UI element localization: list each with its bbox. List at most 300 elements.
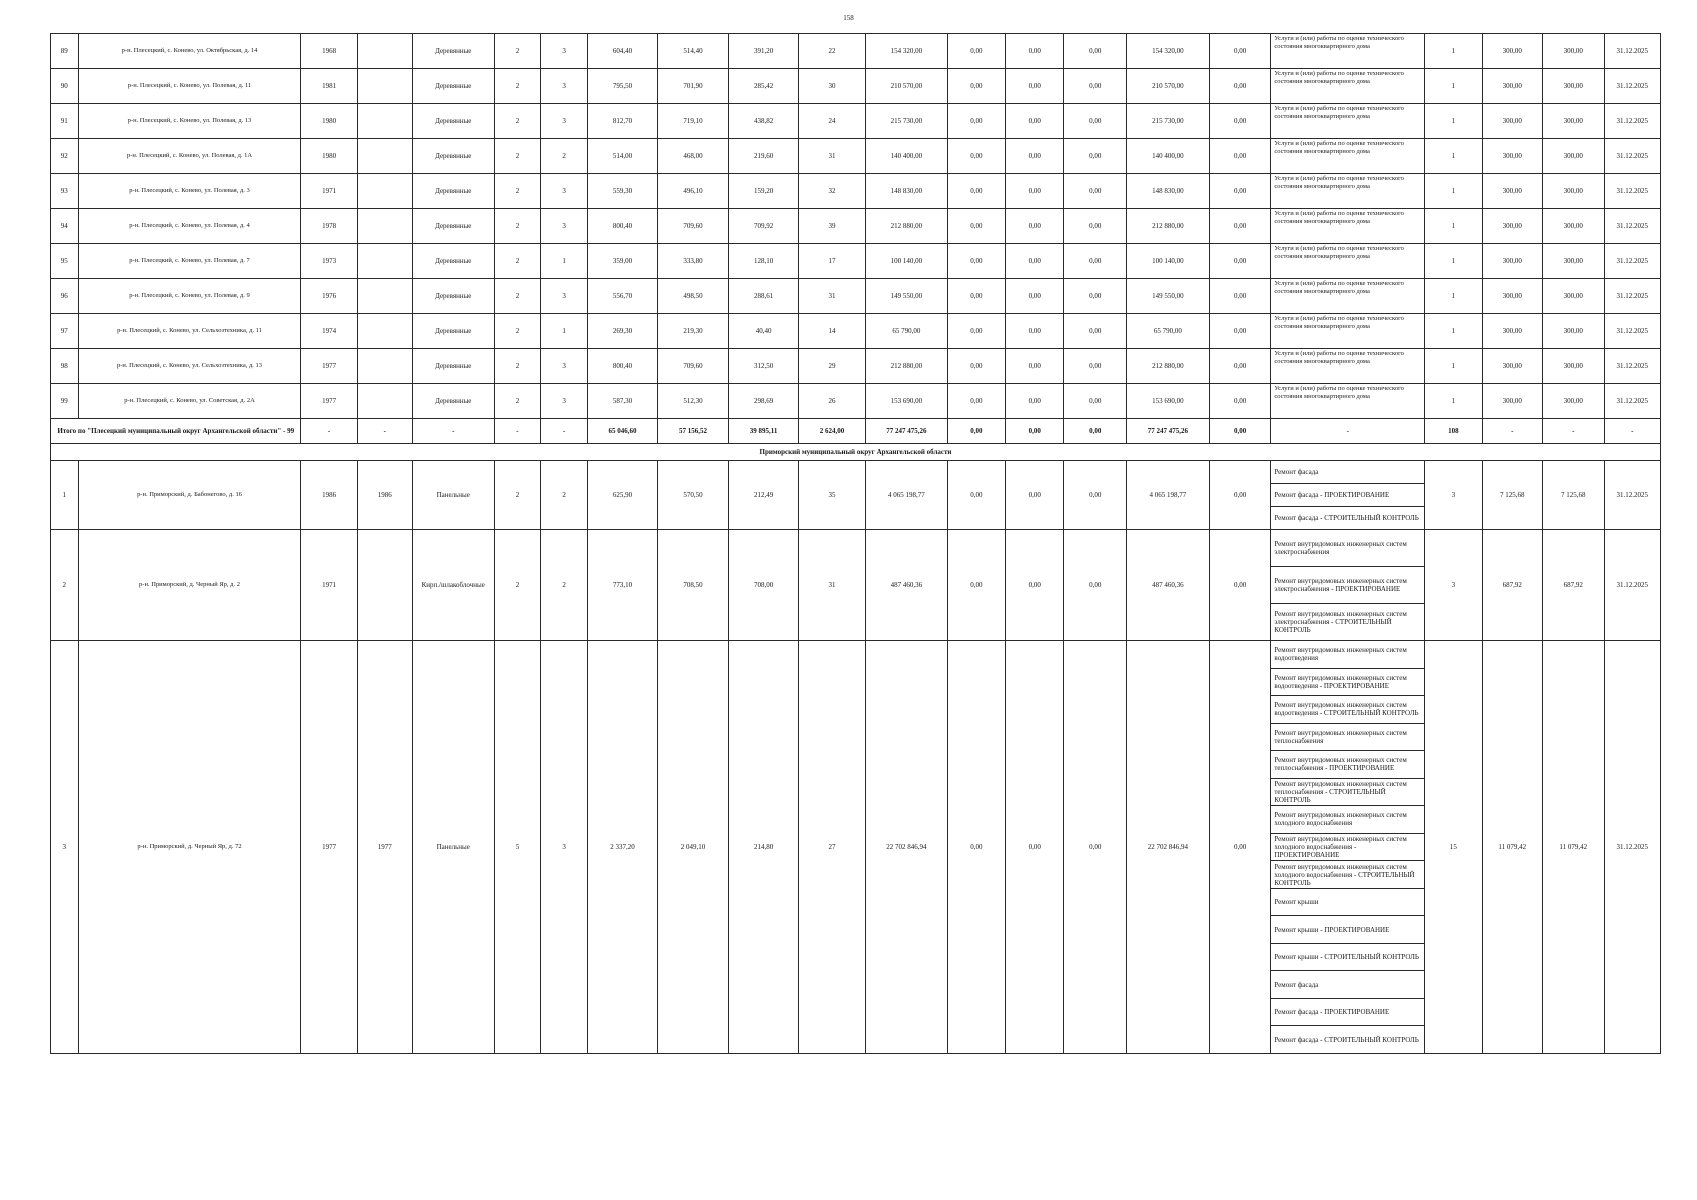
fund-1: 0,00 <box>947 279 1005 314</box>
fund-3: 0,00 <box>1064 209 1127 244</box>
work-type <box>1271 244 1425 279</box>
year-commissioned <box>357 384 412 419</box>
address: р-н. Приморский, д. Черный Яр, д. 2 <box>78 530 301 641</box>
work-item: Ремонт крыши - ПРОЕКТИРОВАНИЕ <box>1271 916 1424 944</box>
residential-area: 214,80 <box>729 641 799 1054</box>
work-count: 1 <box>1425 174 1482 209</box>
entrances: 3 <box>541 384 588 419</box>
fund-2: 0,00 <box>1006 349 1064 384</box>
total-q: 108 <box>1425 419 1482 444</box>
residents: 31 <box>799 279 866 314</box>
completion-date: 31.12.2025 <box>1604 69 1660 104</box>
fund-1: 0,00 <box>947 530 1005 641</box>
year-commissioned <box>357 530 412 641</box>
wall-material: Деревянные <box>412 174 494 209</box>
fund-5: 0,00 <box>1209 461 1271 530</box>
year-commissioned <box>357 104 412 139</box>
residents: 39 <box>799 209 866 244</box>
entrances: 2 <box>541 530 588 641</box>
entrances: 3 <box>541 349 588 384</box>
work-item: Ремонт внутридомовых инженерных систем холодного водоснабжения - ПРОЕКТИРОВАНИЕ <box>1271 834 1424 862</box>
work-item: Ремонт фасада <box>1271 971 1424 999</box>
row-number: 98 <box>51 349 79 384</box>
completion-date: 31.12.2025 <box>1604 139 1660 174</box>
total-cost: 65 790,00 <box>865 314 947 349</box>
completion-date: 31.12.2025 <box>1604 244 1660 279</box>
residents: 35 <box>799 461 866 530</box>
fund-4: 149 550,00 <box>1127 279 1210 314</box>
year-built: 1968 <box>301 34 357 69</box>
work-item: Ремонт фасада - ПРОЕКТИРОВАНИЕ <box>1271 484 1424 507</box>
work-count: 1 <box>1425 314 1482 349</box>
fund-2: 0,00 <box>1006 139 1064 174</box>
total-area: 514,00 <box>587 139 657 174</box>
entrances: 2 <box>541 139 588 174</box>
work-count: 1 <box>1425 34 1482 69</box>
residential-area: 212,49 <box>729 461 799 530</box>
fund-1: 0,00 <box>947 104 1005 139</box>
row-number: 3 <box>51 641 79 1054</box>
total-row <box>51 419 1661 444</box>
max-unit-cost: 300,00 <box>1543 209 1605 244</box>
living-area: 468,00 <box>658 139 729 174</box>
entrances: 3 <box>541 34 588 69</box>
total-ent: - <box>541 419 588 444</box>
work-count: 1 <box>1425 384 1482 419</box>
row-number: 97 <box>51 314 79 349</box>
work-item: Ремонт внутридомовых инженерных систем электроснабжения <box>1271 530 1424 567</box>
total-f1: 0,00 <box>947 419 1005 444</box>
fund-5: 0,00 <box>1209 174 1271 209</box>
address: р-н. Плесецкий, с. Конево, ул. Октябрьская, д. 14 <box>78 34 301 69</box>
wall-material: Деревянные <box>412 69 494 104</box>
work-type <box>1271 279 1425 314</box>
total-cost: 212 880,00 <box>865 209 947 244</box>
fund-3: 0,00 <box>1064 461 1127 530</box>
work-count: 3 <box>1425 530 1482 641</box>
fund-3: 0,00 <box>1064 314 1127 349</box>
fund-5: 0,00 <box>1209 104 1271 139</box>
fund-4: 487 460,36 <box>1127 530 1210 641</box>
completion-date: 31.12.2025 <box>1604 314 1660 349</box>
fund-1: 0,00 <box>947 349 1005 384</box>
total-area: 359,00 <box>587 244 657 279</box>
total-f4: 77 247 475,26 <box>1127 419 1210 444</box>
fund-1: 0,00 <box>947 384 1005 419</box>
year-commissioned <box>357 209 412 244</box>
work-item: Услуги и (или) работы по оценке технического состояния многоквартирного дома <box>1274 175 1404 190</box>
work-type <box>1271 174 1425 209</box>
floors: 2 <box>494 209 541 244</box>
unit-cost: 300,00 <box>1482 279 1542 314</box>
year-built: 1980 <box>301 104 357 139</box>
work-type-list <box>1271 461 1425 530</box>
completion-date: 31.12.2025 <box>1604 461 1660 530</box>
table-row <box>51 384 1661 419</box>
table-row <box>51 461 1661 530</box>
floors: 2 <box>494 174 541 209</box>
work-item: Ремонт фасада - ПРОЕКТИРОВАНИЕ <box>1271 999 1424 1027</box>
fund-1: 0,00 <box>947 314 1005 349</box>
residential-area: 438,82 <box>729 104 799 139</box>
residential-area: 128,10 <box>729 244 799 279</box>
total-area: 795,50 <box>587 69 657 104</box>
fund-5: 0,00 <box>1209 641 1271 1054</box>
total-cost: 4 065 198,77 <box>865 461 947 530</box>
work-type <box>1271 314 1425 349</box>
fund-3: 0,00 <box>1064 104 1127 139</box>
table-row <box>51 349 1661 384</box>
work-type <box>1271 69 1425 104</box>
fund-2: 0,00 <box>1006 461 1064 530</box>
fund-1: 0,00 <box>947 139 1005 174</box>
work-item: Ремонт внутридомовых инженерных систем теплоснабжения - ПРОЕКТИРОВАНИЕ <box>1271 751 1424 779</box>
total-res: 2 624,00 <box>799 419 866 444</box>
fund-2: 0,00 <box>1006 384 1064 419</box>
fund-3: 0,00 <box>1064 34 1127 69</box>
fund-5: 0,00 <box>1209 314 1271 349</box>
max-unit-cost: 7 125,68 <box>1543 461 1605 530</box>
living-area: 701,90 <box>658 69 729 104</box>
fund-2: 0,00 <box>1006 174 1064 209</box>
work-count: 1 <box>1425 244 1482 279</box>
total-p1: - <box>1482 419 1542 444</box>
total-y1: - <box>301 419 357 444</box>
table-row <box>51 139 1661 174</box>
total-f5: 0,00 <box>1209 419 1271 444</box>
total-cost: 140 400,00 <box>865 139 947 174</box>
total-a1: 65 046,60 <box>587 419 657 444</box>
max-unit-cost: 300,00 <box>1543 384 1605 419</box>
total-label: Итого по "Плесецкий муниципальный округ Архангельской области" - 99 <box>51 419 301 444</box>
work-item: Ремонт внутридомовых инженерных систем водоотведения - СТРОИТЕЛЬНЫЙ КОНТРОЛЬ <box>1271 696 1424 724</box>
address: р-н. Плесецкий, с. Конево, ул. Полевая, д. 13 <box>78 104 301 139</box>
wall-material: Деревянные <box>412 349 494 384</box>
fund-4: 148 830,00 <box>1127 174 1210 209</box>
wall-material: Деревянные <box>412 139 494 174</box>
row-number: 93 <box>51 174 79 209</box>
living-area: 719,10 <box>658 104 729 139</box>
row-number: 1 <box>51 461 79 530</box>
entrances: 2 <box>541 461 588 530</box>
work-type-list <box>1271 641 1425 1054</box>
address: р-н. Плесецкий, с. Конево, ул. Полевая, д. 3 <box>78 174 301 209</box>
residents: 31 <box>799 530 866 641</box>
fund-5: 0,00 <box>1209 530 1271 641</box>
residents: 26 <box>799 384 866 419</box>
total-area: 559,30 <box>587 174 657 209</box>
max-unit-cost: 300,00 <box>1543 244 1605 279</box>
total-wall: - <box>412 419 494 444</box>
max-unit-cost: 300,00 <box>1543 174 1605 209</box>
fund-3: 0,00 <box>1064 279 1127 314</box>
table-row <box>51 69 1661 104</box>
fund-2: 0,00 <box>1006 209 1064 244</box>
residential-area: 219,60 <box>729 139 799 174</box>
fund-4: 154 320,00 <box>1127 34 1210 69</box>
total-f3: 0,00 <box>1064 419 1127 444</box>
address: р-н. Плесецкий, с. Конево, ул. Полевая, д. 7 <box>78 244 301 279</box>
max-unit-cost: 300,00 <box>1543 104 1605 139</box>
work-item: Ремонт крыши <box>1271 889 1424 917</box>
year-built: 1978 <box>301 209 357 244</box>
year-built: 1977 <box>301 349 357 384</box>
fund-3: 0,00 <box>1064 69 1127 104</box>
living-area: 2 049,10 <box>658 641 729 1054</box>
row-number: 91 <box>51 104 79 139</box>
unit-cost: 687,92 <box>1482 530 1542 641</box>
total-area: 269,30 <box>587 314 657 349</box>
year-commissioned: 1986 <box>357 461 412 530</box>
table-row <box>51 104 1661 139</box>
year-built: 1974 <box>301 314 357 349</box>
living-area: 512,30 <box>658 384 729 419</box>
residents: 24 <box>799 104 866 139</box>
address: р-н. Плесецкий, с. Конево, ул. Полевая, д. 9 <box>78 279 301 314</box>
table-row <box>51 209 1661 244</box>
work-count: 1 <box>1425 209 1482 244</box>
unit-cost: 300,00 <box>1482 34 1542 69</box>
living-area: 496,10 <box>658 174 729 209</box>
year-built: 1971 <box>301 530 357 641</box>
work-item: Ремонт внутридомовых инженерных систем теплоснабжения <box>1271 724 1424 752</box>
fund-2: 0,00 <box>1006 641 1064 1054</box>
fund-1: 0,00 <box>947 174 1005 209</box>
row-number: 95 <box>51 244 79 279</box>
work-type <box>1271 209 1425 244</box>
fund-1: 0,00 <box>947 69 1005 104</box>
residential-area: 709,92 <box>729 209 799 244</box>
fund-2: 0,00 <box>1006 34 1064 69</box>
year-commissioned <box>357 69 412 104</box>
fund-1: 0,00 <box>947 461 1005 530</box>
max-unit-cost: 300,00 <box>1543 314 1605 349</box>
total-cost: 77 247 475,26 <box>865 419 947 444</box>
year-commissioned <box>357 244 412 279</box>
entrances: 3 <box>541 104 588 139</box>
row-number: 99 <box>51 384 79 419</box>
total-cost: 487 460,36 <box>865 530 947 641</box>
work-item: Ремонт внутридомовых инженерных систем холодного водоснабжения <box>1271 806 1424 834</box>
residential-area: 285,42 <box>729 69 799 104</box>
fund-4: 215 730,00 <box>1127 104 1210 139</box>
residents: 31 <box>799 139 866 174</box>
residential-area: 391,20 <box>729 34 799 69</box>
unit-cost: 7 125,68 <box>1482 461 1542 530</box>
row-number: 2 <box>51 530 79 641</box>
living-area: 498,50 <box>658 279 729 314</box>
total-area: 587,30 <box>587 384 657 419</box>
unit-cost: 300,00 <box>1482 314 1542 349</box>
wall-material: Кирп./шлакоблочные <box>412 530 494 641</box>
year-built: 1971 <box>301 174 357 209</box>
unit-cost: 300,00 <box>1482 209 1542 244</box>
total-cost: 210 570,00 <box>865 69 947 104</box>
work-item: Услуги и (или) работы по оценке технического состояния многоквартирного дома <box>1274 105 1404 120</box>
completion-date: 31.12.2025 <box>1604 34 1660 69</box>
fund-2: 0,00 <box>1006 104 1064 139</box>
total-cost: 100 140,00 <box>865 244 947 279</box>
max-unit-cost: 11 079,42 <box>1543 641 1605 1054</box>
residents: 22 <box>799 34 866 69</box>
work-type <box>1271 104 1425 139</box>
wall-material: Деревянные <box>412 279 494 314</box>
floors: 2 <box>494 244 541 279</box>
fund-2: 0,00 <box>1006 279 1064 314</box>
completion-date: 31.12.2025 <box>1604 174 1660 209</box>
fund-3: 0,00 <box>1064 139 1127 174</box>
residential-area: 298,69 <box>729 384 799 419</box>
total-cost: 153 690,00 <box>865 384 947 419</box>
table-row <box>51 174 1661 209</box>
work-item: Ремонт крыши - СТРОИТЕЛЬНЫЙ КОНТРОЛЬ <box>1271 944 1424 972</box>
fund-2: 0,00 <box>1006 314 1064 349</box>
living-area: 709,60 <box>658 349 729 384</box>
floors: 2 <box>494 349 541 384</box>
work-type <box>1271 384 1425 419</box>
table-row <box>51 530 1661 641</box>
work-item: Услуги и (или) работы по оценке технического состояния многоквартирного дома <box>1274 35 1404 50</box>
work-count: 1 <box>1425 279 1482 314</box>
completion-date: 31.12.2025 <box>1604 349 1660 384</box>
floors: 2 <box>494 69 541 104</box>
year-built: 1986 <box>301 461 357 530</box>
residents: 14 <box>799 314 866 349</box>
row-number: 89 <box>51 34 79 69</box>
work-item: Ремонт внутридомовых инженерных систем водоотведения - ПРОЕКТИРОВАНИЕ <box>1271 669 1424 697</box>
total-f2: 0,00 <box>1006 419 1064 444</box>
wall-material: Деревянные <box>412 384 494 419</box>
year-built: 1981 <box>301 69 357 104</box>
table-row <box>51 244 1661 279</box>
wall-material: Деревянные <box>412 104 494 139</box>
work-count: 1 <box>1425 139 1482 174</box>
wall-material: Деревянные <box>412 209 494 244</box>
completion-date: 31.12.2025 <box>1604 104 1660 139</box>
total-area: 556,70 <box>587 279 657 314</box>
fund-1: 0,00 <box>947 34 1005 69</box>
fund-1: 0,00 <box>947 244 1005 279</box>
total-cost: 154 320,00 <box>865 34 947 69</box>
work-count: 15 <box>1425 641 1482 1054</box>
living-area: 333,80 <box>658 244 729 279</box>
max-unit-cost: 300,00 <box>1543 279 1605 314</box>
residents: 17 <box>799 244 866 279</box>
fund-4: 140 400,00 <box>1127 139 1210 174</box>
unit-cost: 300,00 <box>1482 139 1542 174</box>
work-item: Услуги и (или) работы по оценке технического состояния многоквартирного дома <box>1274 350 1404 365</box>
year-built: 1977 <box>301 384 357 419</box>
work-count: 1 <box>1425 104 1482 139</box>
residential-area: 159,20 <box>729 174 799 209</box>
fund-3: 0,00 <box>1064 244 1127 279</box>
year-commissioned <box>357 279 412 314</box>
work-item: Услуги и (или) работы по оценке технического состояния многоквартирного дома <box>1274 245 1404 260</box>
work-item: Услуги и (или) работы по оценке технического состояния многоквартирного дома <box>1274 280 1404 295</box>
fund-5: 0,00 <box>1209 139 1271 174</box>
fund-5: 0,00 <box>1209 69 1271 104</box>
total-cost: 215 730,00 <box>865 104 947 139</box>
fund-5: 0,00 <box>1209 244 1271 279</box>
entrances: 3 <box>541 174 588 209</box>
fund-3: 0,00 <box>1064 384 1127 419</box>
living-area: 219,30 <box>658 314 729 349</box>
address: р-н. Приморский, д. Черный Яр, д. 72 <box>78 641 301 1054</box>
floors: 2 <box>494 384 541 419</box>
completion-date: 31.12.2025 <box>1604 530 1660 641</box>
fund-5: 0,00 <box>1209 384 1271 419</box>
year-commissioned <box>357 314 412 349</box>
unit-cost: 11 079,42 <box>1482 641 1542 1054</box>
floors: 2 <box>494 530 541 641</box>
wall-material: Деревянные <box>412 34 494 69</box>
row-number: 90 <box>51 69 79 104</box>
fund-3: 0,00 <box>1064 174 1127 209</box>
entrances: 1 <box>541 314 588 349</box>
year-commissioned <box>357 34 412 69</box>
floors: 2 <box>494 461 541 530</box>
fund-5: 0,00 <box>1209 349 1271 384</box>
residential-area: 288,61 <box>729 279 799 314</box>
fund-4: 22 702 846,94 <box>1127 641 1210 1054</box>
total-y2: - <box>357 419 412 444</box>
total-area: 812,70 <box>587 104 657 139</box>
work-type <box>1271 139 1425 174</box>
residential-area: 708,00 <box>729 530 799 641</box>
fund-2: 0,00 <box>1006 244 1064 279</box>
work-item: Ремонт внутридомовых инженерных систем водоотведения <box>1271 641 1424 669</box>
residents: 27 <box>799 641 866 1054</box>
fund-5: 0,00 <box>1209 279 1271 314</box>
total-a3: 39 895,11 <box>729 419 799 444</box>
fund-3: 0,00 <box>1064 641 1127 1054</box>
row-number: 94 <box>51 209 79 244</box>
residents: 30 <box>799 69 866 104</box>
total-area: 604,40 <box>587 34 657 69</box>
fund-2: 0,00 <box>1006 530 1064 641</box>
fund-1: 0,00 <box>947 641 1005 1054</box>
entrances: 3 <box>541 279 588 314</box>
fund-5: 0,00 <box>1209 209 1271 244</box>
section-title: Приморский муниципальный округ Архангельской области <box>51 444 1661 461</box>
fund-4: 153 690,00 <box>1127 384 1210 419</box>
work-type <box>1271 34 1425 69</box>
address: р-н. Плесецкий, с. Конево, ул. Советская, д. 2А <box>78 384 301 419</box>
table-row <box>51 314 1661 349</box>
floors: 2 <box>494 279 541 314</box>
address: р-н. Плесецкий, с. Конево, ул. Сельхозтехника, д. 11 <box>78 314 301 349</box>
living-area: 708,50 <box>658 530 729 641</box>
year-commissioned: 1977 <box>357 641 412 1054</box>
wall-material: Панельные <box>412 641 494 1054</box>
row-number: 92 <box>51 139 79 174</box>
address: р-н. Плесецкий, с. Конево, ул. Полевая, д. 1А <box>78 139 301 174</box>
entrances: 1 <box>541 244 588 279</box>
residents: 32 <box>799 174 866 209</box>
floors: 2 <box>494 139 541 174</box>
work-count: 1 <box>1425 349 1482 384</box>
total-cost: 148 830,00 <box>865 174 947 209</box>
address: р-н. Плесецкий, с. Конево, ул. Полевая, д. 11 <box>78 69 301 104</box>
residents: 29 <box>799 349 866 384</box>
floors: 2 <box>494 34 541 69</box>
max-unit-cost: 300,00 <box>1543 69 1605 104</box>
unit-cost: 300,00 <box>1482 244 1542 279</box>
fund-1: 0,00 <box>947 209 1005 244</box>
total-fl: - <box>494 419 541 444</box>
fund-4: 100 140,00 <box>1127 244 1210 279</box>
work-item: Ремонт внутридомовых инженерных систем теплоснабжения - СТРОИТЕЛЬНЫЙ КОНТРОЛЬ <box>1271 779 1424 807</box>
